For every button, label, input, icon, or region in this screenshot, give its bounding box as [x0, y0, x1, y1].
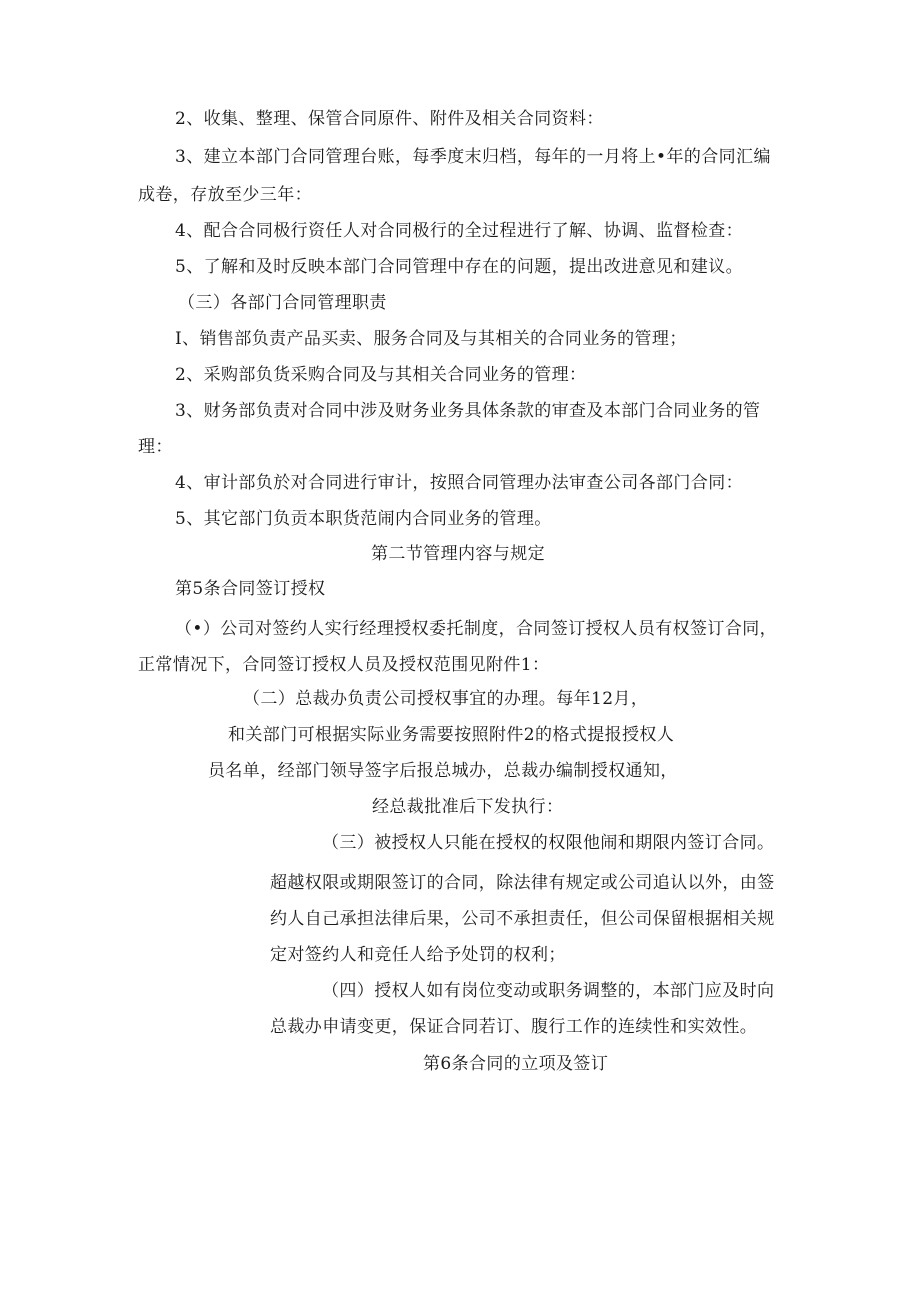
- text-line: 4、审计部负於对合同进行审计，按照合同管理办法审查公司各部门合同：: [175, 473, 744, 493]
- text-line: （•）公司对签约人实行经理授权委托制度，合同签订授权人员有权签订合同，: [175, 619, 778, 639]
- text-line: 4、配合合同极行资任人对合同极行的全过程进行了解、协调、监督检查：: [175, 221, 744, 241]
- text-line: 超越权限或期限签订的合同，除法律有规定或公司追认以外，由签: [270, 873, 775, 893]
- section-heading: （三）各部门合同管理职责: [178, 293, 387, 313]
- text-line: 和关部门可根据实际业务需要按照附件2的格式提报授权人: [228, 725, 675, 745]
- text-line: 定对签约人和竞任人给予处罚的权利；: [270, 945, 566, 965]
- text-line: 成卷，存放至少三年：: [138, 185, 312, 205]
- article-heading: 第6条合同的立项及签订: [423, 1054, 609, 1074]
- text-line: 理：: [138, 437, 173, 457]
- text-line: （二）总裁办负责公司授权事宜的办理。每年12月，: [243, 689, 649, 709]
- text-line: 正常情况下，合同签订授权人员及授权范围见附件1：: [138, 655, 550, 675]
- text-line: I、销售部负责产品买卖、服务合同及与其相关的合同业务的管理；: [175, 329, 687, 349]
- text-line: 总裁办申请变更，保证合同若订、腹行工作的连续性和实效性。: [270, 1017, 758, 1037]
- text-line: 2、采购部负货采购合同及与其相关合同业务的管理：: [175, 365, 587, 385]
- text-line: 经总裁批准后下发执行：: [372, 797, 564, 817]
- text-line: 员名单，经部门领导签字后报总城办，总裁办编制授权通知，: [208, 761, 678, 781]
- text-line: 2、收集、整理、保管合同原件、附件及相关合同资料：: [175, 109, 604, 129]
- article-heading: 第5条合同签订授权: [175, 579, 326, 599]
- text-line: 约人自己承担法律后果，公司不承担责任，但公司保留根据相关规: [270, 909, 775, 929]
- text-line: 5、其它部门负贡本职货范闹内合同业务的管理。: [175, 509, 552, 529]
- section-title: 第二节管理内容与规定: [371, 544, 545, 564]
- text-line: 5、了解和及时反映本部门合同管理中存在的问题，提出改进意见和建议。: [175, 257, 744, 277]
- text-line: （三）被授权人只能在授权的权限他闹和期限内签订合同。: [322, 833, 775, 853]
- text-line: 3、财务部负责对合同中涉及财务业务具体条款的审查及本部门合同业务的管: [175, 401, 761, 421]
- text-line: （四）授权人如有岗位变动或职务调整的，本部门应及时向: [322, 981, 775, 1001]
- text-line: 3、建立本部门合同管理台账，每季度末归档，每年的一月将上•年的合同汇编: [175, 147, 771, 167]
